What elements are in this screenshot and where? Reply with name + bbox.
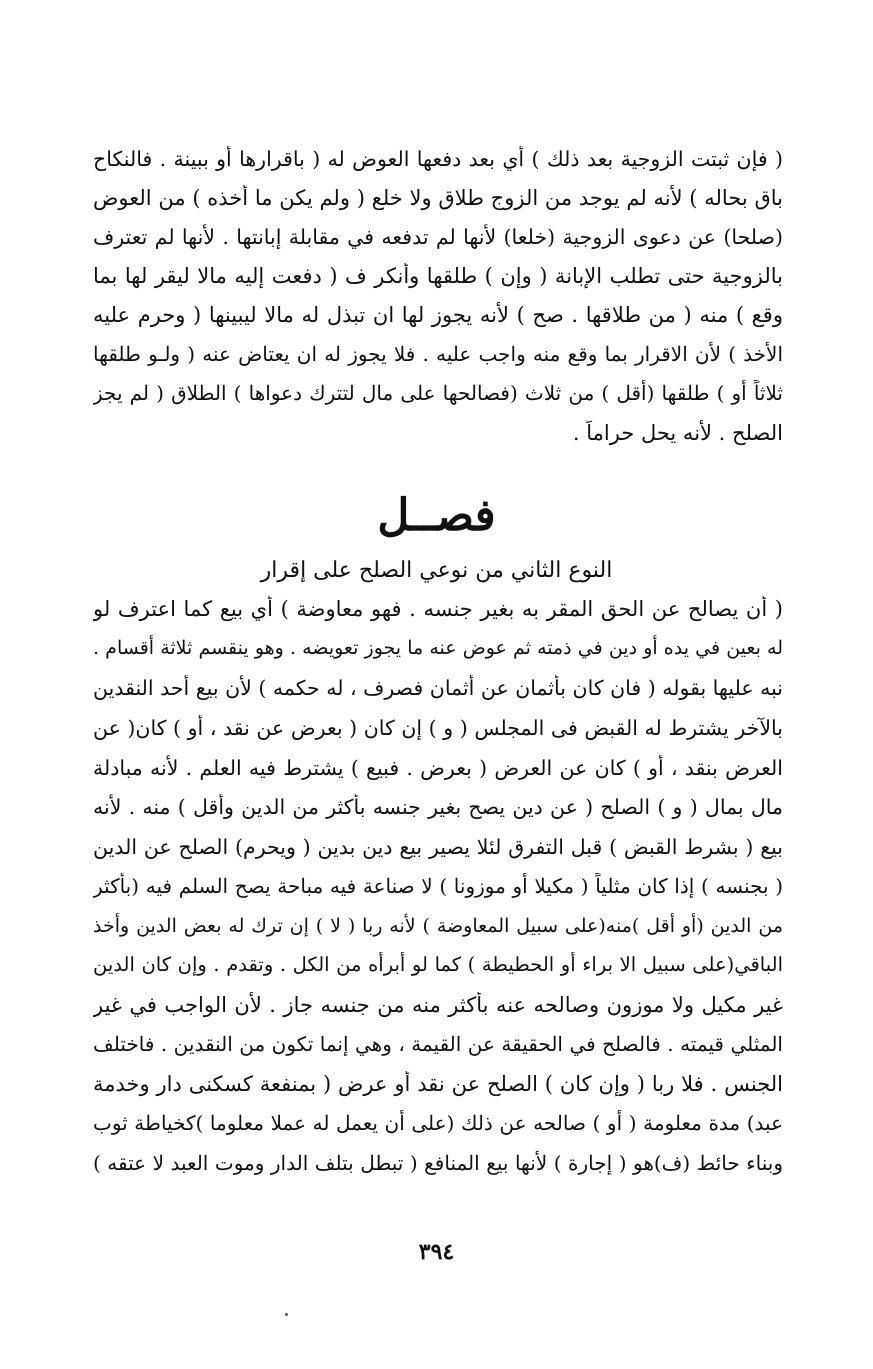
- text-line: ( بجنسه ) إذا كان مثلياً ( مكيلا أو موزونا ) لا صناعة فيه مباحة يصح السلم فيه (بأكثر: [93, 874, 783, 898]
- scan-speck: [285, 1313, 288, 1316]
- text-line: من الدين (أو أقل )منه(على سبيل المعاوضة ) لأنه ربا ( لا ) إن ترك له بعض الدين وأخذ: [93, 915, 783, 937]
- text-line: له بعين في يده أو دين في ذمته ثم عوض عنه ما يجوز تعويضه . وهو ينقسم ثلاثة أقسام .: [93, 637, 783, 659]
- text-line: ( أن يصالح عن الحق المقر به بغير جنسه . فهو معاوضة ) أي بيع كما اعترف لو: [93, 597, 783, 621]
- text-line: نبه عليها بقوله ( فان كان بأثمان عن أثمان فصرف ، له حكمه ) لأن بيع أحد النقدين: [93, 676, 783, 700]
- text-line: بالزوجية حتى تطلب الإبانة ( وإن ) طلقها وأنكر ف ( دفعت إليه مالا ليقر لها بما: [93, 264, 783, 288]
- page-number: ٣٩٤: [418, 1239, 455, 1265]
- text-line: مال بمال ( و ) الصلح ( عن دين يصح بغير جنسه بأكثر من الدين وأقل ) منه . لأنه: [93, 795, 783, 819]
- section-heading: فصــل: [377, 490, 496, 541]
- text-line: العرض بنقد ، أو ) كان عن العرض ( بعرض . فبيع ) يشترط فيه العلم . لأنه مبادلة: [93, 756, 783, 780]
- text-line: (صلحا) عن دعوى الزوجية (خلعا) لأنها لم تدفعه في مقابلة إبانتها . لأنها لم تعترف: [93, 225, 783, 249]
- text-line: المثلي قيمته . فالصلح في الحقيقة عن القيمة ، وهي إنما تكون من النقدين . فاختلف: [93, 1032, 783, 1056]
- text-line: غير مكيل ولا موزون وصالحه عنه بأكثر منه من جنسه جاز . لأن الواجب في غير: [93, 993, 783, 1017]
- text-line: بالآخر يشترط له القبض فى المجلس ( و ) إن كان ( بعرض عن نقد ، أو ) كان( عن: [93, 716, 783, 740]
- text-line: وبناء حائط (ف)هو ( إجارة ) لأنها بيع المنافع ( تبطل بتلف الدار وموت العبد لا عتقه ): [93, 1151, 783, 1175]
- text-line: الجنس . فلا ربا ( وإن كان ) الصلح عن نقد أو عرض ( بمنفعة كسكنى دار وخدمة: [93, 1072, 783, 1096]
- text-line: ( فإن ثبتت الزوجية بعد ذلك ) أي بعد دفعها العوض له ( باقرارها أو ببينة . فالنكاح: [93, 147, 783, 171]
- text-line: وقع ) منه ( من طلاقها . صح ) لأنه يجوز لها ان تبذل له مالا ليبينها ( وحرم عليه: [93, 303, 783, 327]
- text-line: بيع ( بشرط القبض ) قبل التفرق لئلا يصير بيع دين بدين ( ويحرم) الصلح عن الدين: [93, 835, 783, 859]
- text-line: ثلاثاً أو ) طلقها (أقل ) من ثلاث (فصالحها على مال لتترك دعواها ) الطلاق ( لم يجز: [93, 381, 783, 405]
- text-line: عبد) مدة معلومة ( أو ) صالحه عن ذلك (على أن يعمل له عملا معلوما )كخياطة ثوب: [93, 1111, 783, 1135]
- text-line: الأخذ ) لأن الاقرار بما وقع منه واجب عليه . فلا يجوز له ان يعتاض عنه ( ولـو طلقها: [93, 342, 783, 366]
- text-line: الباقي(على سبيل الا براء أو الحطيطة ) كما لو أبرأه من الكل . وتقدم . وإن كان الدين: [93, 953, 783, 976]
- text-line: الصلح . لأنه يحل حراماً .: [572, 421, 783, 445]
- text-line: باق بحاله ) لأنه لم يوجد من الزوج طلاق ولا خلع ( ولم يكن ما أخذه ) من العوض: [93, 186, 783, 210]
- section-subheading: النوع الثاني من نوعي الصلح على إقرار: [260, 558, 613, 583]
